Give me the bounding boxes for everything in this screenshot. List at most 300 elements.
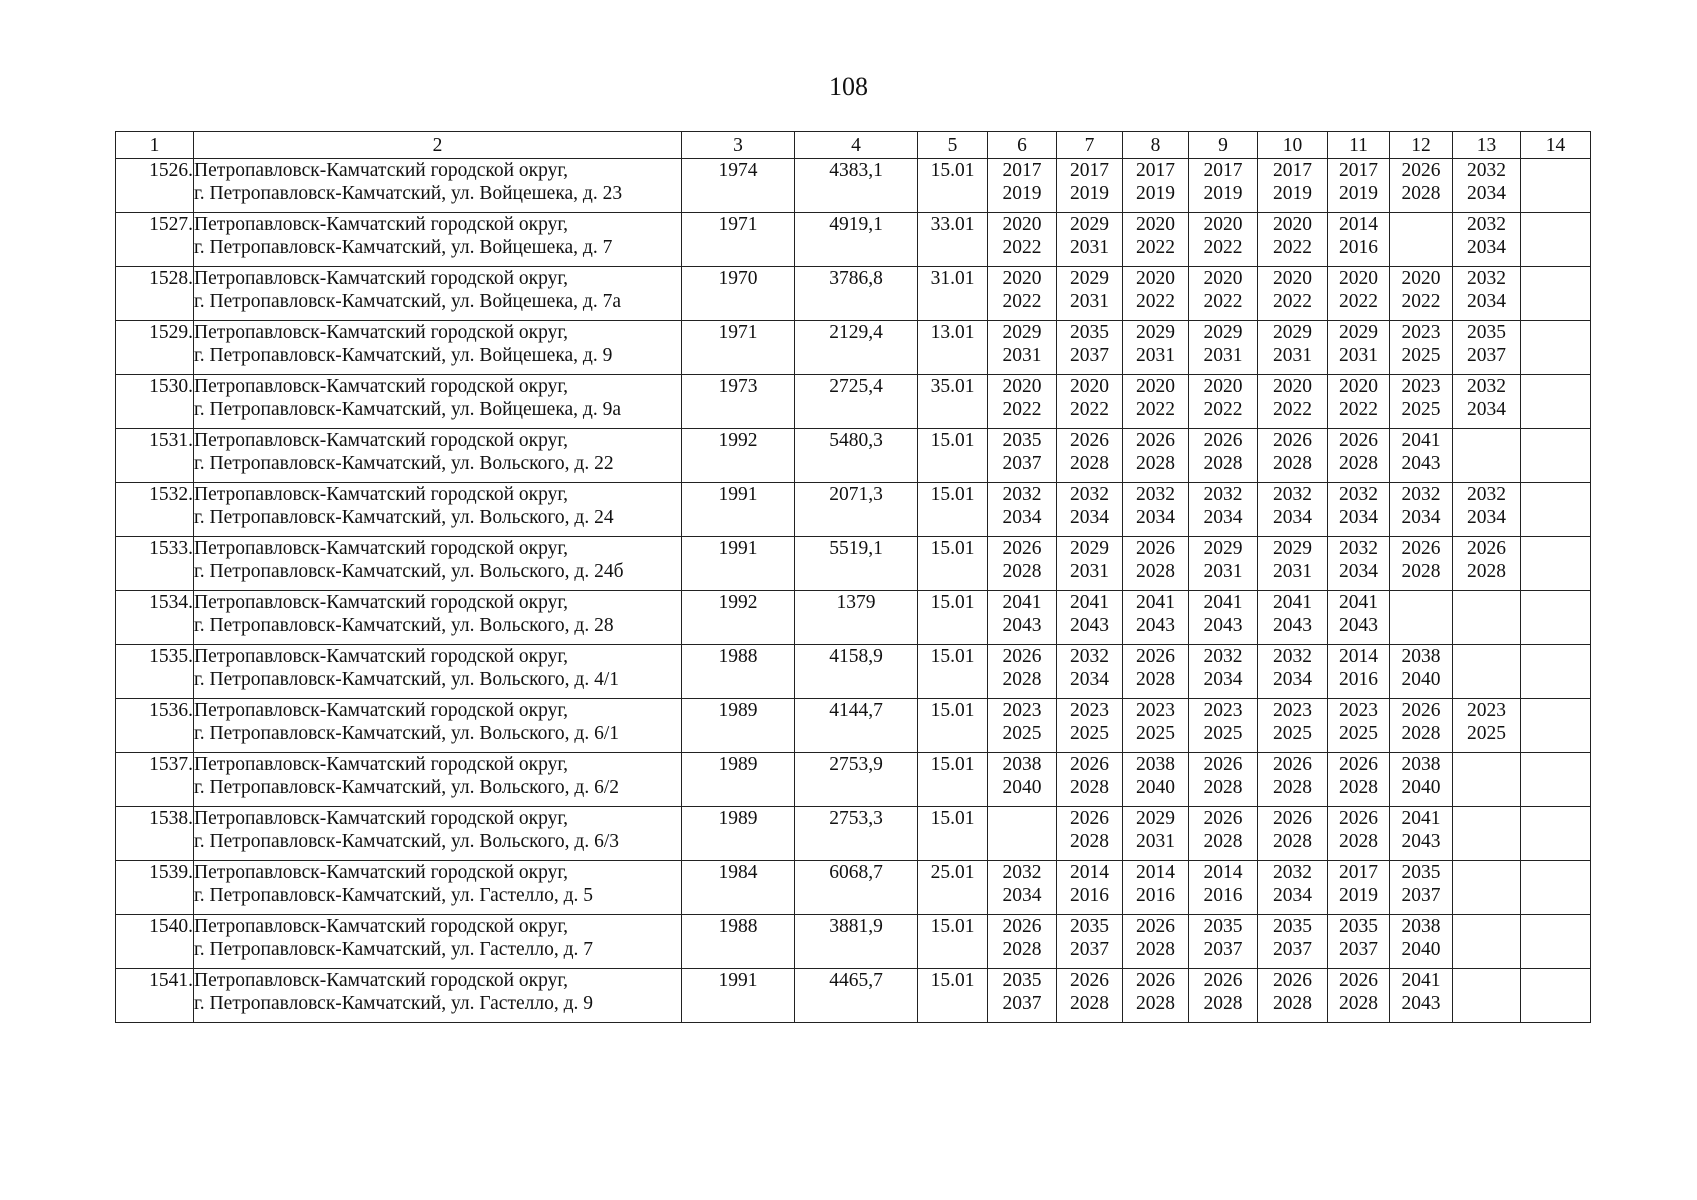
period-end-year: 2034 xyxy=(1339,561,1378,582)
period-cell-col-9 xyxy=(1189,753,1258,807)
period-end-year: 2028 xyxy=(1002,939,1042,960)
period-cell-col-6 xyxy=(988,375,1057,429)
period-cell-col-10 xyxy=(1258,159,1328,213)
period-end-year: 2028 xyxy=(1136,939,1175,960)
period-cell-col-12 xyxy=(1390,915,1453,969)
wear-code: 35.01 xyxy=(918,375,988,429)
period-cell-col-9 xyxy=(1189,267,1258,321)
period-end-year: 2028 xyxy=(1339,453,1378,474)
period-start-year: 2020 xyxy=(1203,376,1243,397)
total-area: 2071,3 xyxy=(795,483,918,537)
address-line-district: Петропавловск-Камчатский городской округ, xyxy=(194,214,569,235)
address-line-district: Петропавловск-Камчатский городской округ, xyxy=(194,754,569,775)
period-start-year: 2026 xyxy=(1467,538,1506,559)
total-area: 4144,7 xyxy=(795,699,918,753)
period-cell-col-7 xyxy=(1057,213,1123,267)
period-cell-col-7 xyxy=(1057,375,1123,429)
period-cell-col-9 xyxy=(1189,537,1258,591)
address-cell xyxy=(194,699,682,753)
period-end-year: 2028 xyxy=(1203,777,1243,798)
period-cell-col-13 xyxy=(1453,915,1521,969)
period-start-year: 2026 xyxy=(1339,808,1378,829)
period-end-year: 2037 xyxy=(1203,939,1243,960)
period-cell-col-6 xyxy=(988,969,1057,1023)
period-cell-col-11 xyxy=(1328,645,1390,699)
period-end-year: 2031 xyxy=(1002,345,1042,366)
period-end-year: 2028 xyxy=(1273,453,1312,474)
period-cell-col-6 xyxy=(988,429,1057,483)
period-start-year: 2026 xyxy=(1002,646,1042,667)
period-cell-col-12 xyxy=(1390,375,1453,429)
period-cell-col-9 xyxy=(1189,591,1258,645)
period-start-year: 2023 xyxy=(1401,376,1441,397)
wear-code: 15.01 xyxy=(918,699,988,753)
address-cell xyxy=(194,645,682,699)
period-end-year: 2034 xyxy=(1070,507,1109,528)
period-end-year: 2037 xyxy=(1070,345,1109,366)
period-end-year: 2031 xyxy=(1070,291,1109,312)
period-start-year: 2020 xyxy=(1273,214,1312,235)
period-start-year: 2026 xyxy=(1070,808,1109,829)
total-area: 4383,1 xyxy=(795,159,918,213)
period-cell-col-13 xyxy=(1453,321,1521,375)
period-cell-col-11 xyxy=(1328,807,1390,861)
period-end-year: 2037 xyxy=(1002,993,1042,1014)
table-row xyxy=(116,429,1591,483)
row-number: 1528. xyxy=(116,267,194,321)
row-number: 1534. xyxy=(116,591,194,645)
period-start-year: 2032 xyxy=(1467,160,1506,181)
period-end-year: 2028 xyxy=(1136,993,1175,1014)
wear-code: 15.01 xyxy=(918,969,988,1023)
period-end-year: 2028 xyxy=(1136,453,1175,474)
period-start-year: 2035 xyxy=(1401,862,1441,883)
period-end-year: 2028 xyxy=(1339,993,1378,1014)
period-end-year: 2022 xyxy=(1002,399,1042,420)
period-end-year: 2028 xyxy=(1136,561,1175,582)
address-line-street: г. Петропавловск-Камчатский, ул. Вольского, д. 6/2 xyxy=(194,777,619,798)
address-cell xyxy=(194,213,682,267)
period-end-year: 2025 xyxy=(1002,723,1042,744)
address-cell xyxy=(194,159,682,213)
period-end-year: 2034 xyxy=(1467,507,1506,528)
construction-year: 1974 xyxy=(682,159,795,213)
period-start-year: 2026 xyxy=(1002,916,1042,937)
period-end-year: 2034 xyxy=(1467,183,1506,204)
period-end-year: 2037 xyxy=(1273,939,1312,960)
address-line-district: Петропавловск-Камчатский городской округ, xyxy=(194,484,569,505)
period-cell-col-8 xyxy=(1123,375,1189,429)
period-end-year: 2025 xyxy=(1203,723,1243,744)
period-start-year: 2032 xyxy=(1203,484,1243,505)
address-line-district: Петропавловск-Камчатский городской округ, xyxy=(194,376,569,397)
period-cell-col-11 xyxy=(1328,861,1390,915)
period-end-year: 2034 xyxy=(1273,885,1312,906)
period-start-year: 2029 xyxy=(1136,808,1175,829)
total-area: 2725,4 xyxy=(795,375,918,429)
period-end-year: 2028 xyxy=(1136,669,1175,690)
period-cell-col-10 xyxy=(1258,645,1328,699)
period-end-year: 2043 xyxy=(1002,615,1042,636)
period-cell-col-6 xyxy=(988,213,1057,267)
period-cell-col-11 xyxy=(1328,321,1390,375)
period-start-year: 2032 xyxy=(1339,538,1378,559)
period-start-year: 2014 xyxy=(1203,862,1243,883)
period-cell-col-12 xyxy=(1390,267,1453,321)
column-14-cell xyxy=(1521,699,1591,753)
period-cell-col-8 xyxy=(1123,213,1189,267)
period-end-year: 2028 xyxy=(1273,777,1312,798)
period-start-year: 2023 xyxy=(1339,700,1378,721)
period-end-year: 2022 xyxy=(1273,291,1312,312)
column-header-6: 6 xyxy=(988,132,1057,159)
period-start-year: 2017 xyxy=(1339,160,1378,181)
period-end-year: 2019 xyxy=(1070,183,1109,204)
construction-year: 1971 xyxy=(682,321,795,375)
period-cell-col-7 xyxy=(1057,429,1123,483)
period-end-year: 2028 xyxy=(1273,993,1312,1014)
period-cell-col-6 xyxy=(988,591,1057,645)
address-line-district: Петропавловск-Камчатский городской округ, xyxy=(194,808,569,829)
column-header-4: 4 xyxy=(795,132,918,159)
address-line-street: г. Петропавловск-Камчатский, ул. Вольского, д. 6/1 xyxy=(194,723,619,744)
address-line-street: г. Петропавловск-Камчатский, ул. Вольского, д. 4/1 xyxy=(194,669,619,690)
row-number: 1527. xyxy=(116,213,194,267)
period-start-year: 2020 xyxy=(1273,376,1312,397)
address-cell xyxy=(194,753,682,807)
total-area: 3786,8 xyxy=(795,267,918,321)
period-cell-col-12 xyxy=(1390,861,1453,915)
construction-year: 1991 xyxy=(682,483,795,537)
period-cell-col-8 xyxy=(1123,537,1189,591)
column-header-2: 2 xyxy=(194,132,682,159)
period-cell-col-11 xyxy=(1328,537,1390,591)
column-14-cell xyxy=(1521,915,1591,969)
column-header-11: 11 xyxy=(1328,132,1390,159)
period-start-year: 2032 xyxy=(1273,484,1312,505)
period-start-year: 2032 xyxy=(1467,376,1506,397)
period-start-year: 2026 xyxy=(1070,430,1109,451)
period-cell-col-7 xyxy=(1057,591,1123,645)
column-header-5: 5 xyxy=(918,132,988,159)
period-start-year: 2029 xyxy=(1070,538,1109,559)
period-end-year: 2022 xyxy=(1273,399,1312,420)
period-end-year: 2025 xyxy=(1467,723,1506,744)
table-row xyxy=(116,699,1591,753)
address-line-district: Петропавловск-Камчатский городской округ, xyxy=(194,646,569,667)
period-start-year: 2041 xyxy=(1401,970,1441,991)
table-header xyxy=(116,132,1591,159)
period-cell-col-11 xyxy=(1328,213,1390,267)
address-line-district: Петропавловск-Камчатский городской округ, xyxy=(194,970,569,991)
total-area: 2129,4 xyxy=(795,321,918,375)
period-start-year: 2017 xyxy=(1002,160,1042,181)
period-start-year: 2020 xyxy=(1339,376,1378,397)
address-line-district: Петропавловск-Камчатский городской округ, xyxy=(194,916,569,937)
period-cell-col-7 xyxy=(1057,861,1123,915)
period-start-year: 2038 xyxy=(1401,754,1441,775)
address-line-district: Петропавловск-Камчатский городской округ, xyxy=(194,538,569,559)
column-14-cell xyxy=(1521,537,1591,591)
period-start-year: 2023 xyxy=(1401,322,1441,343)
period-end-year: 2034 xyxy=(1401,507,1441,528)
period-cell-col-13 xyxy=(1453,159,1521,213)
period-end-year: 2028 xyxy=(1203,831,1243,852)
period-end-year: 2019 xyxy=(1339,183,1378,204)
column-header-13: 13 xyxy=(1453,132,1521,159)
period-cell-col-8 xyxy=(1123,861,1189,915)
column-14-cell xyxy=(1521,213,1591,267)
address-line-street: г. Петропавловск-Камчатский, ул. Вольского, д. 6/3 xyxy=(194,831,619,852)
period-cell-col-8 xyxy=(1123,267,1189,321)
period-cell-col-6 xyxy=(988,861,1057,915)
period-end-year: 2031 xyxy=(1273,561,1312,582)
period-cell-col-10 xyxy=(1258,915,1328,969)
table-row xyxy=(116,807,1591,861)
construction-year: 1992 xyxy=(682,591,795,645)
table-row xyxy=(116,267,1591,321)
period-end-year: 2022 xyxy=(1339,291,1378,312)
period-cell-col-10 xyxy=(1258,321,1328,375)
period-start-year: 2029 xyxy=(1070,214,1109,235)
table-row xyxy=(116,537,1591,591)
period-cell-col-7 xyxy=(1057,645,1123,699)
period-end-year: 2028 xyxy=(1002,561,1042,582)
period-start-year: 2029 xyxy=(1002,322,1042,343)
construction-year: 1991 xyxy=(682,969,795,1023)
period-cell-col-12 xyxy=(1390,483,1453,537)
period-cell-col-10 xyxy=(1258,267,1328,321)
address-line-district: Петропавловск-Камчатский городской округ, xyxy=(194,322,569,343)
period-end-year: 2022 xyxy=(1203,291,1243,312)
period-start-year: 2026 xyxy=(1203,808,1243,829)
row-number: 1530. xyxy=(116,375,194,429)
period-start-year: 2026 xyxy=(1273,430,1312,451)
wear-code: 25.01 xyxy=(918,861,988,915)
address-cell xyxy=(194,861,682,915)
address-cell xyxy=(194,591,682,645)
period-end-year: 2028 xyxy=(1203,993,1243,1014)
period-end-year: 2031 xyxy=(1070,561,1109,582)
period-start-year: 2041 xyxy=(1203,592,1243,613)
column-header-12: 12 xyxy=(1390,132,1453,159)
period-start-year: 2014 xyxy=(1136,862,1175,883)
period-start-year: 2032 xyxy=(1401,484,1441,505)
total-area: 6068,7 xyxy=(795,861,918,915)
period-cell-col-6 xyxy=(988,159,1057,213)
period-start-year: 2023 xyxy=(1002,700,1042,721)
period-end-year: 2028 xyxy=(1339,831,1378,852)
period-start-year: 2032 xyxy=(1070,646,1109,667)
column-14-cell xyxy=(1521,753,1591,807)
period-cell-col-11 xyxy=(1328,753,1390,807)
period-start-year: 2017 xyxy=(1203,160,1243,181)
period-end-year: 2019 xyxy=(1203,183,1243,204)
address-line-street: г. Петропавловск-Камчатский, ул. Вольского, д. 24б xyxy=(194,561,624,582)
row-number: 1535. xyxy=(116,645,194,699)
address-cell xyxy=(194,537,682,591)
period-cell-col-13 xyxy=(1453,591,1521,645)
period-start-year: 2020 xyxy=(1136,214,1175,235)
period-cell-col-9 xyxy=(1189,645,1258,699)
period-cell-col-12 xyxy=(1390,159,1453,213)
address-line-district: Петропавловск-Камчатский городской округ, xyxy=(194,268,569,289)
period-start-year: 2038 xyxy=(1401,916,1441,937)
period-cell-col-7 xyxy=(1057,807,1123,861)
period-end-year: 2034 xyxy=(1136,507,1175,528)
period-start-year: 2020 xyxy=(1002,268,1042,289)
period-start-year: 2032 xyxy=(1467,484,1506,505)
period-end-year: 2031 xyxy=(1136,831,1175,852)
period-end-year: 2034 xyxy=(1467,237,1506,258)
period-end-year: 2034 xyxy=(1467,291,1506,312)
period-end-year: 2022 xyxy=(1136,237,1175,258)
period-start-year: 2023 xyxy=(1203,700,1243,721)
period-cell-col-12 xyxy=(1390,429,1453,483)
construction-year: 1984 xyxy=(682,861,795,915)
period-cell-col-11 xyxy=(1328,159,1390,213)
period-cell-col-9 xyxy=(1189,375,1258,429)
period-cell-col-7 xyxy=(1057,915,1123,969)
period-start-year: 2035 xyxy=(1070,916,1109,937)
period-start-year: 2035 xyxy=(1203,916,1243,937)
column-header-9: 9 xyxy=(1189,132,1258,159)
address-line-street: г. Петропавловск-Камчатский, ул. Вольского, д. 22 xyxy=(194,453,614,474)
period-end-year: 2037 xyxy=(1467,345,1506,366)
period-start-year: 2020 xyxy=(1136,268,1175,289)
table-row xyxy=(116,375,1591,429)
address-line-district: Петропавловск-Камчатский городской округ, xyxy=(194,430,569,451)
period-end-year: 2022 xyxy=(1002,237,1042,258)
period-end-year: 2034 xyxy=(1002,507,1042,528)
period-start-year: 2026 xyxy=(1203,754,1243,775)
table-row xyxy=(116,321,1591,375)
period-cell-col-10 xyxy=(1258,483,1328,537)
period-cell-col-7 xyxy=(1057,267,1123,321)
period-cell-col-9 xyxy=(1189,321,1258,375)
period-cell-col-12 xyxy=(1390,213,1453,267)
period-cell-col-8 xyxy=(1123,321,1189,375)
period-start-year: 2026 xyxy=(1401,700,1441,721)
period-start-year: 2035 xyxy=(1339,916,1378,937)
period-end-year: 2028 xyxy=(1002,669,1042,690)
table-row xyxy=(116,483,1591,537)
address-line-district: Петропавловск-Камчатский городской округ, xyxy=(194,592,569,613)
period-cell-col-9 xyxy=(1189,483,1258,537)
address-cell xyxy=(194,375,682,429)
table-row xyxy=(116,213,1591,267)
period-start-year: 2032 xyxy=(1339,484,1378,505)
address-line-street: г. Петропавловск-Камчатский, ул. Вольского, д. 28 xyxy=(194,615,614,636)
wear-code: 15.01 xyxy=(918,483,988,537)
construction-year: 1971 xyxy=(682,213,795,267)
period-cell-col-13 xyxy=(1453,861,1521,915)
period-start-year: 2014 xyxy=(1070,862,1109,883)
period-end-year: 2022 xyxy=(1136,399,1175,420)
period-start-year: 2020 xyxy=(1136,376,1175,397)
period-cell-col-9 xyxy=(1189,861,1258,915)
period-start-year: 2041 xyxy=(1401,430,1441,451)
period-cell-col-11 xyxy=(1328,483,1390,537)
period-start-year: 2026 xyxy=(1002,538,1042,559)
period-start-year: 2020 xyxy=(1401,268,1441,289)
row-number: 1536. xyxy=(116,699,194,753)
row-number: 1541. xyxy=(116,969,194,1023)
address-line-district: Петропавловск-Камчатский городской округ, xyxy=(194,700,569,721)
row-number: 1531. xyxy=(116,429,194,483)
period-cell-col-8 xyxy=(1123,483,1189,537)
address-line-street: г. Петропавловск-Камчатский, ул. Вольского, д. 24 xyxy=(194,507,614,528)
construction-year: 1970 xyxy=(682,267,795,321)
period-start-year: 2041 xyxy=(1401,808,1441,829)
period-cell-col-7 xyxy=(1057,321,1123,375)
period-start-year: 2020 xyxy=(1339,268,1378,289)
period-cell-col-8 xyxy=(1123,159,1189,213)
period-cell-col-12 xyxy=(1390,753,1453,807)
column-14-cell xyxy=(1521,969,1591,1023)
period-start-year: 2014 xyxy=(1339,646,1378,667)
period-end-year: 2019 xyxy=(1136,183,1175,204)
period-end-year: 2016 xyxy=(1136,885,1175,906)
period-end-year: 2040 xyxy=(1002,777,1042,798)
period-end-year: 2025 xyxy=(1339,723,1378,744)
period-end-year: 2043 xyxy=(1273,615,1312,636)
period-cell-col-6 xyxy=(988,753,1057,807)
period-cell-col-10 xyxy=(1258,969,1328,1023)
period-cell-col-6 xyxy=(988,537,1057,591)
period-cell-col-11 xyxy=(1328,969,1390,1023)
period-start-year: 2026 xyxy=(1273,808,1312,829)
period-start-year: 2026 xyxy=(1273,970,1312,991)
row-number: 1538. xyxy=(116,807,194,861)
table-row xyxy=(116,969,1591,1023)
period-start-year: 2023 xyxy=(1273,700,1312,721)
period-end-year: 2028 xyxy=(1203,453,1243,474)
address-line-street: г. Петропавловск-Камчатский, ул. Войцешека, д. 9 xyxy=(194,345,613,366)
period-start-year: 2020 xyxy=(1070,376,1109,397)
period-start-year: 2029 xyxy=(1273,322,1312,343)
period-cell-col-10 xyxy=(1258,753,1328,807)
period-start-year: 2029 xyxy=(1339,322,1378,343)
total-area: 4465,7 xyxy=(795,969,918,1023)
period-start-year: 2035 xyxy=(1273,916,1312,937)
period-end-year: 2034 xyxy=(1467,399,1506,420)
row-number: 1540. xyxy=(116,915,194,969)
period-cell-col-13 xyxy=(1453,537,1521,591)
period-start-year: 2020 xyxy=(1203,268,1243,289)
period-start-year: 2026 xyxy=(1339,430,1378,451)
period-cell-col-13 xyxy=(1453,375,1521,429)
construction-year: 1989 xyxy=(682,807,795,861)
construction-year: 1988 xyxy=(682,645,795,699)
address-cell xyxy=(194,807,682,861)
column-14-cell xyxy=(1521,861,1591,915)
period-cell-col-8 xyxy=(1123,591,1189,645)
period-cell-col-13 xyxy=(1453,483,1521,537)
table-body xyxy=(116,159,1591,1023)
address-line-street: г. Петропавловск-Камчатский, ул. Войцешека, д. 9а xyxy=(194,399,621,420)
period-end-year: 2037 xyxy=(1070,939,1109,960)
period-end-year: 2034 xyxy=(1203,507,1243,528)
period-cell-col-8 xyxy=(1123,969,1189,1023)
period-end-year: 2025 xyxy=(1401,399,1441,420)
period-end-year: 2031 xyxy=(1070,237,1109,258)
period-end-year: 2034 xyxy=(1339,507,1378,528)
period-cell-col-11 xyxy=(1328,699,1390,753)
period-cell-col-13 xyxy=(1453,267,1521,321)
period-end-year: 2037 xyxy=(1401,885,1441,906)
period-cell-col-10 xyxy=(1258,807,1328,861)
